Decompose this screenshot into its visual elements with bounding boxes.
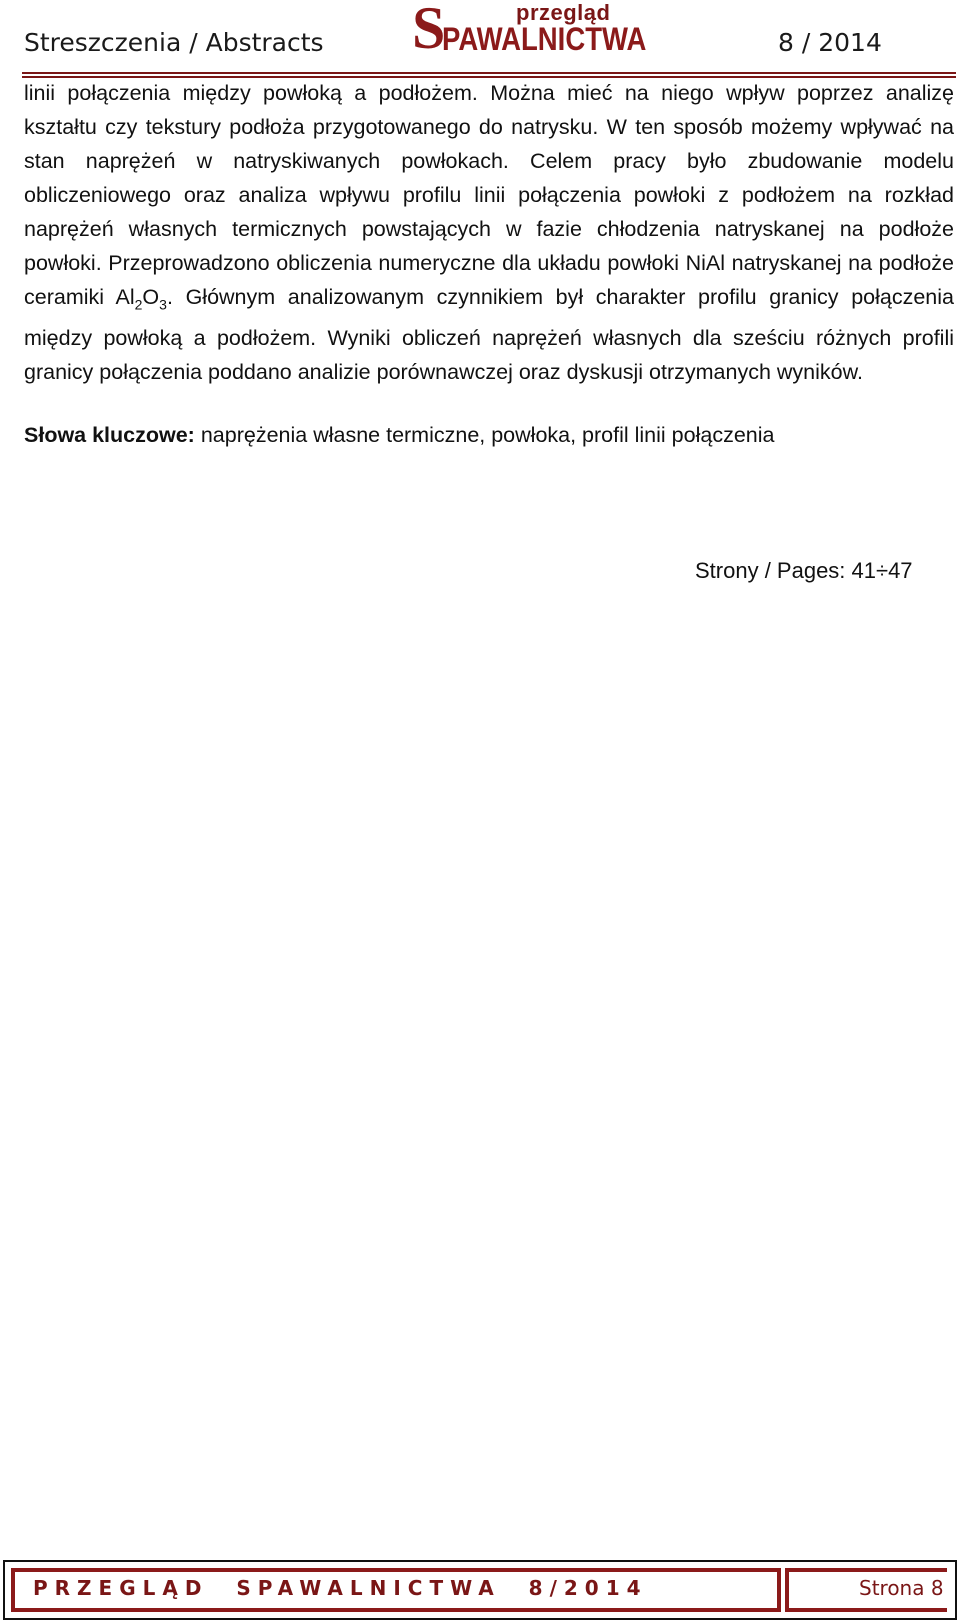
footer-journal-box [11,1568,781,1612]
page-footer [3,1560,957,1620]
abstract-text-3: . Głównym analizowanym czynnikiem był charakter profilu granicy połączenia między powłoką a podłożem. Wyniki obliczeń naprężeń własnych dla sześciu różnych profili granicy połączenia poddano analizie porównawczej oraz dyskusji otrzymanych wyników. [24,285,954,385]
logo-initial: S [412,0,446,61]
logo-subtitle: przegląd [516,0,611,25]
footer-journal-title: PRZEGLĄD SPAWALNICTWA 8/2014 [33,1576,648,1600]
subscript-3: 3 [159,296,167,313]
abstract-text-2: O [142,285,160,309]
journal-logo [412,0,647,61]
page-header [0,0,960,80]
footer-page-number: Strona 8 [859,1576,944,1600]
section-title: Streszczenia / Abstracts [24,28,324,57]
keywords-label: Słowa kluczowe: [24,423,195,447]
footer-page-box [785,1568,947,1612]
abstract-body [24,76,954,389]
abstract-paragraph [24,76,954,389]
keywords [24,418,954,452]
page-range: Strony / Pages: 41÷47 [695,558,913,583]
keywords-text: naprężenia własne termiczne, powłoka, profil linii połączenia [194,423,775,447]
logo-wordmark: PAWALNICTWA [442,21,647,57]
subscript-2: 2 [134,296,143,313]
abstract-text-1: linii połączenia między powłoką a podłożem. Można mieć na niego wpływ poprzez analizę kształtu czy tekstury podłoża przygotowanego do natrysku. W ten sposób możemy wpływać na stan naprężeń w natryskiwanych powłokach. Celem pracy było zbudowanie modelu obliczeniowego oraz analiza wpływu profilu linii połączenia powłoki z podłożem na rozkład naprężeń własnych termicznych powstających w fazie chłodzenia natryskanej na podłoże powłoki. Przeprowadzono obliczenia numeryczne dla układu powłoki NiAl natryskanej na podłoże ceramiki Al [24,81,954,309]
issue-number: 8 / 2014 [778,28,882,57]
